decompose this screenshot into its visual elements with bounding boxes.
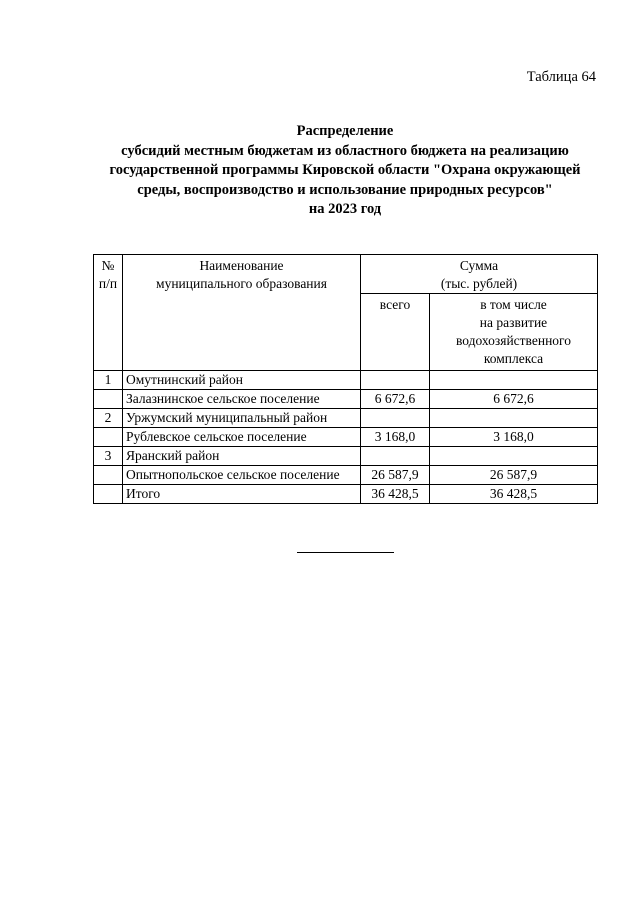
row-name: Уржумский муниципальный район bbox=[123, 409, 361, 428]
table-row bbox=[94, 371, 598, 390]
row-number bbox=[94, 428, 123, 447]
row-total bbox=[361, 447, 430, 466]
row-including: 6 672,6 bbox=[430, 390, 598, 409]
table-row bbox=[94, 428, 598, 447]
row-number: 2 bbox=[94, 409, 123, 428]
row-including bbox=[430, 447, 598, 466]
row-number: 1 bbox=[94, 371, 123, 390]
row-including: 3 168,0 bbox=[430, 428, 598, 447]
row-total: 6 672,6 bbox=[361, 390, 430, 409]
title-line: среды, воспроизводство и использование природных ресурсов" bbox=[137, 181, 553, 198]
table-row bbox=[94, 485, 598, 504]
table-row bbox=[94, 466, 598, 485]
table-header-row bbox=[94, 255, 598, 294]
title-line: государственной программы Кировской области "Охрана окружающей bbox=[109, 162, 581, 178]
row-total bbox=[361, 371, 430, 390]
title-line: Распределение bbox=[296, 123, 394, 139]
subsidy-table bbox=[93, 254, 598, 504]
row-number bbox=[94, 390, 123, 409]
row-including: 36 428,5 bbox=[430, 485, 598, 504]
row-name: Итого bbox=[123, 485, 361, 504]
row-total bbox=[361, 409, 430, 428]
row-number bbox=[94, 466, 123, 485]
row-name: Залазнинское сельское поселение bbox=[123, 390, 361, 409]
header-name: Наименование муниципального образования bbox=[123, 255, 361, 371]
row-name: Яранский район bbox=[123, 447, 361, 466]
row-including bbox=[430, 371, 598, 390]
row-name: Опытнопольское сельское поселение bbox=[123, 466, 361, 485]
title-line: на 2023 год bbox=[308, 201, 382, 217]
row-total: 36 428,5 bbox=[361, 485, 430, 504]
row-total: 26 587,9 bbox=[361, 466, 430, 485]
header-number: № п/п bbox=[94, 255, 123, 371]
header-total: всего bbox=[361, 294, 430, 371]
header-including: в том числе на развитие водохозяйственного комплекса bbox=[430, 294, 598, 371]
row-name: Рублевское сельское поселение bbox=[123, 428, 361, 447]
row-number: 3 bbox=[94, 447, 123, 466]
row-name: Омутнинский район bbox=[123, 371, 361, 390]
table-row bbox=[94, 447, 598, 466]
table-row bbox=[94, 390, 598, 409]
table-row bbox=[94, 409, 598, 428]
document-title bbox=[90, 122, 600, 220]
row-including bbox=[430, 409, 598, 428]
header-sum: Сумма (тыс. рублей) bbox=[361, 255, 598, 294]
row-including: 26 587,9 bbox=[430, 466, 598, 485]
closing-rule bbox=[297, 552, 394, 553]
row-number bbox=[94, 485, 123, 504]
row-total: 3 168,0 bbox=[361, 428, 430, 447]
table-number-label: Таблица 64 bbox=[526, 69, 596, 85]
title-line: субсидий местным бюджетам из областного бюджета на реализацию bbox=[121, 142, 569, 159]
